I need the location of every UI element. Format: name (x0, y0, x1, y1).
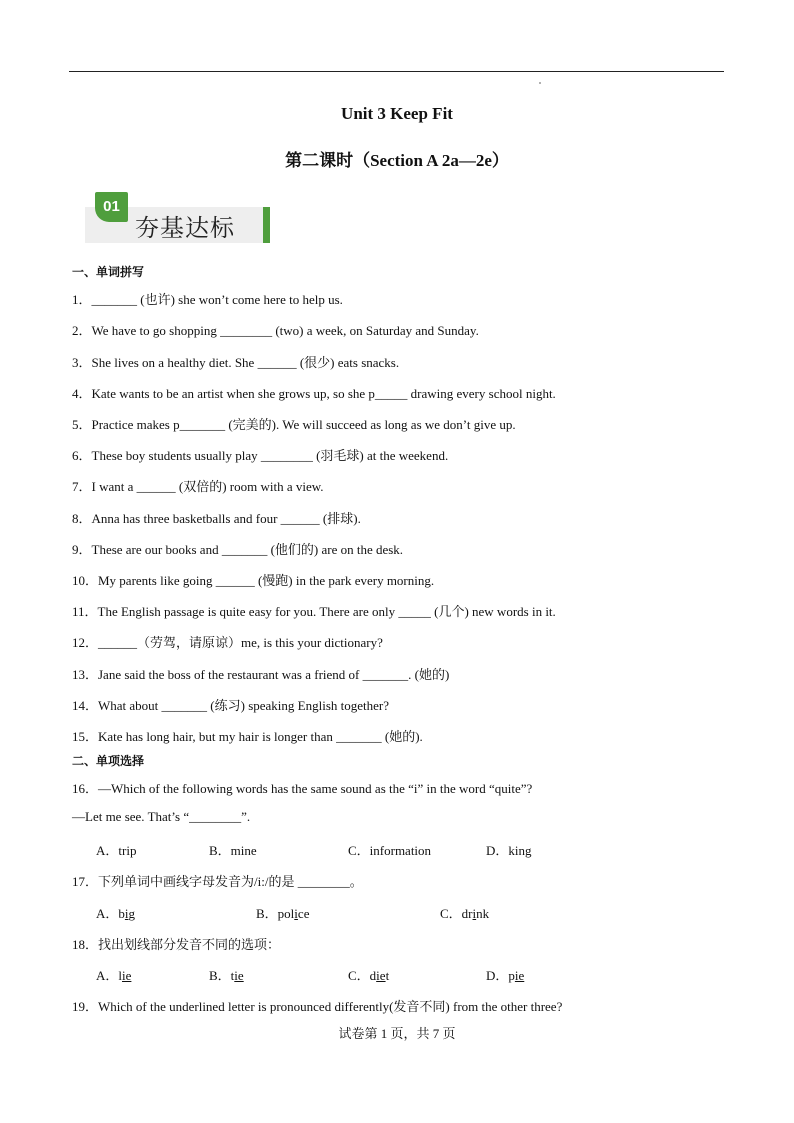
question-3: 3．She lives on a healthy diet. She ______ (很少) eats snacks. (72, 355, 400, 370)
option-18-b-underlined: ie (234, 968, 244, 983)
option-18-d (486, 965, 524, 984)
option-16-a: A．trip (96, 843, 137, 858)
option-18-c (348, 965, 389, 984)
option-18-d-prefix: D．p (486, 968, 515, 983)
question-1: 1．_______ (也许) she won’t come here to help us. (72, 292, 343, 307)
section-heading-spelling: 一、单词拼写 (72, 265, 145, 279)
question-11: 11．The English passage is quite easy for you. There are only _____ (几个) new words in it. (72, 604, 556, 619)
option-17-a-suffix: g (128, 906, 136, 921)
question-9: 9．These are our books and _______ (他们的) are on the desk. (72, 542, 404, 557)
page-title: Unit 3 Keep Fit (341, 104, 453, 123)
option-18-a (96, 965, 131, 984)
option-17-a (96, 903, 135, 922)
question-17: 17．下列单词中画线字母发音为/i:/的是 ________。 (72, 874, 363, 889)
option-16-c: C．information (348, 843, 432, 858)
question-15: 15．Kate has long hair, but my hair is longer than _______ (她的). (72, 729, 423, 744)
option-17-c (440, 903, 489, 922)
question-8: 8．Anna has three basketballs and four ______ (排球). (72, 511, 361, 526)
question-7: 7．I want a ______ (双倍的) room with a view. (72, 479, 324, 494)
question-16: 16．—Which of the following words has the same sound as the “i” in the word “quite”? (72, 781, 533, 796)
option-17-b-underlined: i (294, 906, 298, 921)
question-4: 4．Kate wants to be an artist when she grows up, so she p_____ drawing every school night. (72, 386, 556, 401)
question-19: 19．Which of the underlined letter is pronounced differently(发音不同) from the other three? (72, 999, 563, 1014)
banner-number-badge: 01 (95, 192, 128, 222)
option-17-b-prefix: B．pol (256, 906, 295, 921)
header-rule (69, 71, 724, 72)
option-16-b: B．mine (209, 843, 257, 858)
banner-accent-bar (263, 207, 270, 243)
option-17-b (256, 903, 309, 922)
decorative-dot (539, 82, 541, 84)
option-18-c-prefix: C．d (348, 968, 377, 983)
option-18-a-underlined: ie (122, 968, 132, 983)
question-12: 12．______（劳驾，请原谅）me, is this your dictionary? (72, 635, 383, 650)
option-18-b-prefix: B．t (209, 968, 235, 983)
question-10: 10．My parents like going ______ (慢跑) in the park every morning. (72, 573, 435, 588)
question-2: 2．We have to go shopping ________ (two) a week, on Saturday and Sunday. (72, 323, 479, 338)
question-6: 6．These boy students usually play ________ (羽毛球) at the weekend. (72, 448, 449, 463)
option-18-d-underlined: ie (514, 968, 525, 983)
option-18-b (209, 965, 244, 984)
question-13: 13．Jane said the boss of the restaurant was a friend of _______. (她的) (72, 667, 450, 682)
page-footer: 试卷第 1 页，共 7 页 (338, 1026, 456, 1041)
option-17-a-prefix: A．b (96, 906, 125, 921)
option-17-c-suffix: nk (476, 906, 490, 921)
option-17-c-prefix: C．dr (440, 906, 473, 921)
page-subtitle: 第二课时（Section A 2a—2e） (285, 151, 509, 170)
section-heading-choice: 二、单项选择 (72, 754, 145, 768)
option-17-b-suffix: ce (297, 906, 310, 921)
question-14: 14．What about _______ (练习) speaking English together? (72, 698, 389, 713)
option-18-a-prefix: A．l (96, 968, 123, 983)
option-18-c-suffix: t (385, 968, 390, 983)
question-18: 18．找出划线部分发音不同的选项： (72, 937, 281, 952)
option-17-c-underlined: i (472, 906, 477, 921)
option-16-d: D．king (486, 843, 532, 858)
banner-label: 夯基达标 (135, 214, 235, 242)
option-18-c-underlined: ie (376, 968, 386, 983)
option-17-a-underlined: i (124, 906, 129, 921)
question-16-answer-line: —Let me see. That’s “________”. (72, 809, 251, 824)
question-5: 5．Practice makes p_______ (完美的). We will succeed as long as we don’t give up. (72, 417, 516, 432)
section-banner (85, 192, 270, 243)
